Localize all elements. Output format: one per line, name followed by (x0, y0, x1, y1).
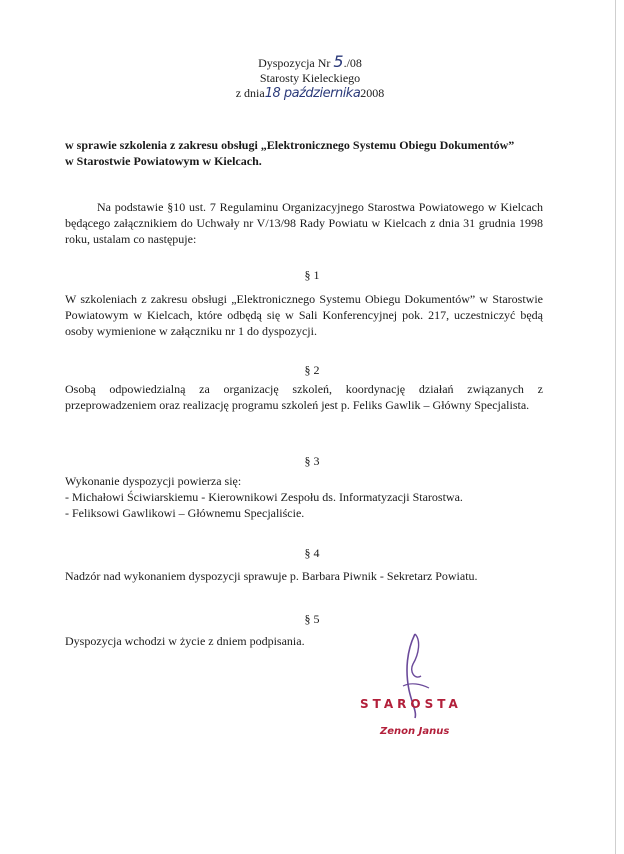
section-3-item-1: - Michałowi Ściwiarskiemu - Kierownikowi Zespołu ds. Informatyzacji Starostwa. (65, 490, 463, 504)
header-line-3 (210, 86, 410, 101)
section-4-text: Nadzór nad wykonaniem dyspozycji sprawuje p. Barbara Piwnik - Sekretarz Powiatu. (65, 569, 478, 583)
header-line-2: Starosty Kieleckiego (259, 71, 361, 85)
section-5-heading: § 5 (304, 612, 320, 626)
subject-line-2: w Starostwie Powiatowym w Kielcach. (65, 154, 262, 168)
section-2-text: Osobą odpowiedzialną za organizację szkoleń, koordynację działań związanych z przeprowadzeniem oraz realizację programu szkoleń jest p. Feliks Gawlik – Główny Specjalista. (65, 382, 543, 412)
date-label: z dnia (235, 86, 265, 100)
date-handwritten: 18 października (264, 86, 361, 101)
section-2-heading: § 2 (304, 363, 320, 377)
document-subject (65, 137, 545, 169)
legal-basis-paragraph: Na podstawie §10 ust. 7 Regulaminu Organizacyjnego Starostwa Powiatowego w Kielcach będącego załącznikiem do Uchwały nr V/13/98 Rady Powiatu w Kielcach z dnia 31 grudnia 1998 roku, ustalam co następuje: (65, 200, 543, 246)
date-year: 2008 (360, 86, 385, 100)
section-1-heading: § 1 (304, 268, 320, 282)
header-line-1 (210, 54, 410, 71)
official-stamp (360, 697, 470, 747)
section-3-block (65, 473, 543, 521)
page-edge (615, 0, 616, 854)
section-4-heading: § 4 (304, 546, 320, 560)
stamp-name: Zenon Janus (380, 726, 450, 737)
section-1-text: W szkoleniach z zakresu obsługi „Elektronicznego Systemu Obiegu Dokumentów” w Starostwie Powiatowym w Kielcach, które odbędą się w Sali Konferencyjnej pok. 217, uczestniczyć będą osoby wymienione w załączniku nr 1 do dyspozycji. (65, 292, 543, 338)
subject-line-1: w sprawie szkolenia z zakresu obsługi „Elektronicznego Systemu Obiegu Dokumentów” (65, 138, 515, 152)
section-3-heading: § 3 (304, 454, 320, 468)
disposition-year: ./08 (343, 56, 362, 70)
section-3-intro: Wykonanie dyspozycji powierza się: (65, 474, 242, 488)
disposition-label: Dyspozycja Nr (258, 56, 334, 70)
disposition-number-handwritten: 5 (333, 52, 344, 71)
document-header (210, 54, 410, 101)
stamp-title: STAROSTA (360, 697, 462, 711)
section-5-text: Dyspozycja wchodzi w życie z dniem podpisania. (65, 634, 305, 648)
section-3-item-2: - Feliksowi Gawlikowi – Głównemu Specjaliście. (65, 506, 305, 520)
